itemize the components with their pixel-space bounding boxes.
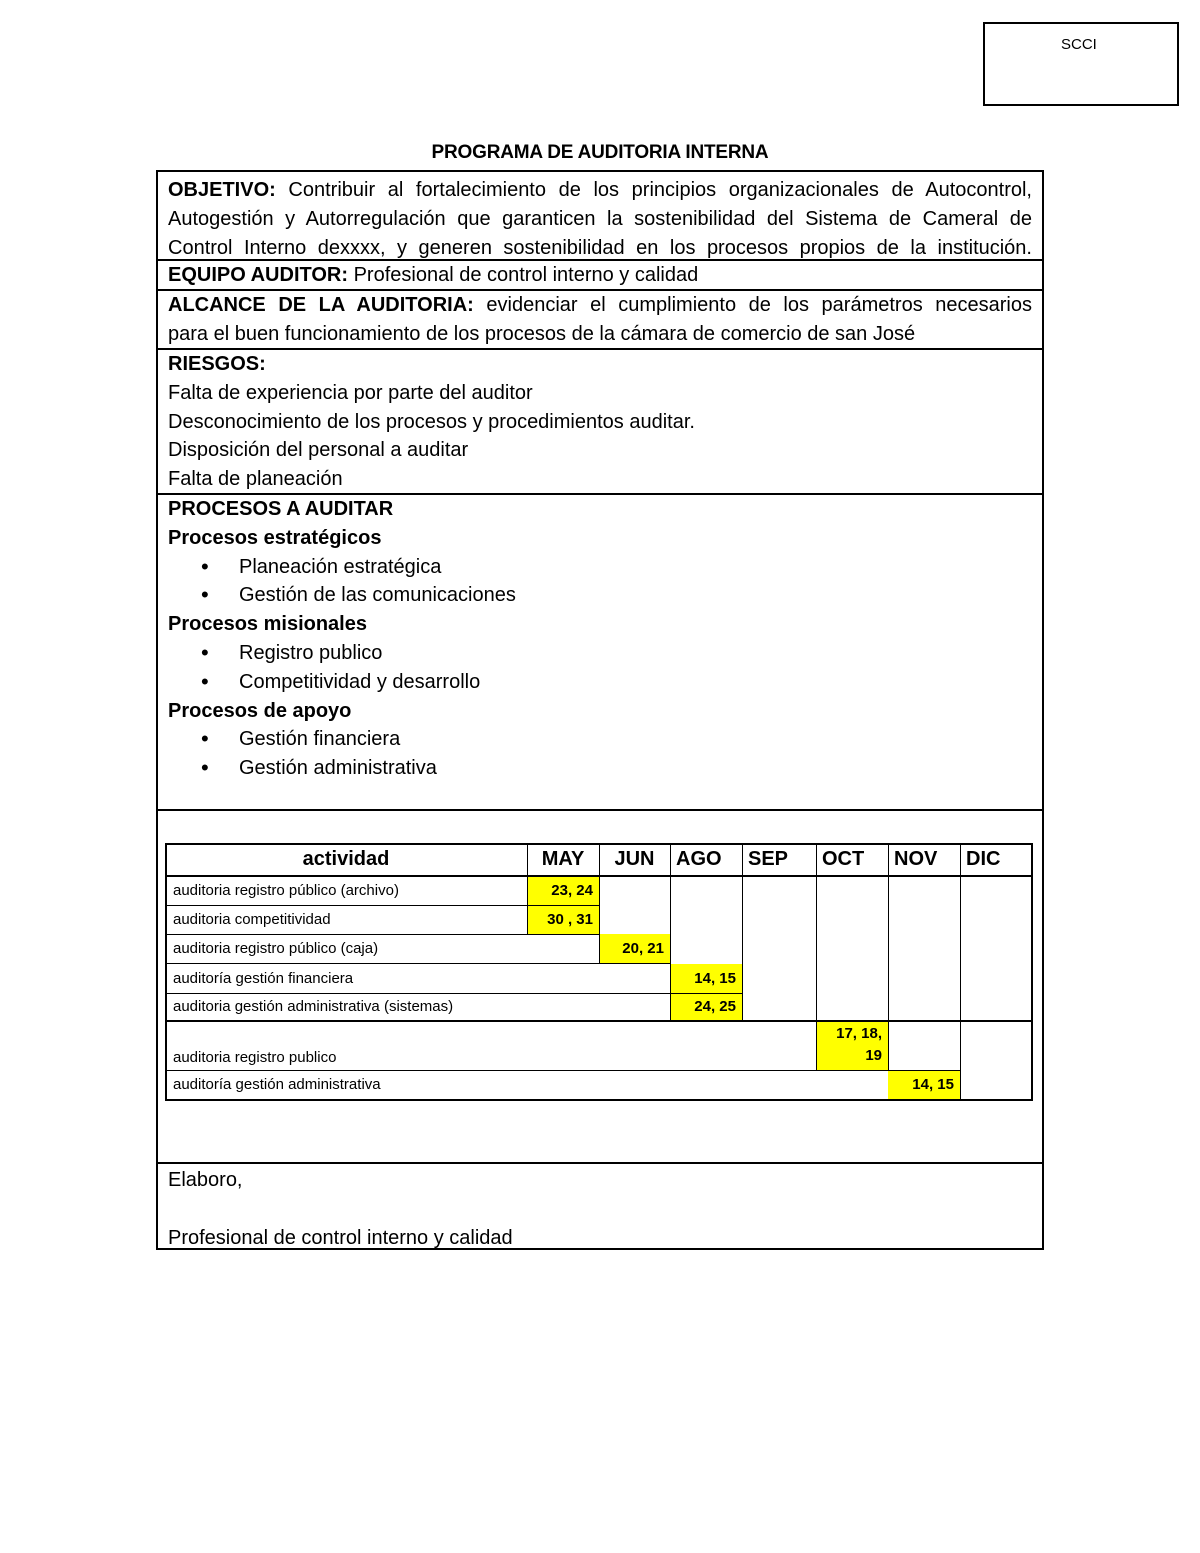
header-month: OCT [822, 848, 865, 870]
date-cell: 14, 15 [888, 1070, 960, 1099]
riesgo-item: Falta de experiencia por parte del auditor [168, 381, 533, 404]
activity-label: auditoria registro público (caja) [173, 940, 379, 957]
procesos-group-name: Procesos de apoyo [168, 699, 352, 722]
riesgos-section [158, 350, 1042, 495]
equipo-label: EQUIPO AUDITOR: [168, 264, 349, 286]
riesgo-item: Desconocimiento de los procesos y procedimientos auditar. [168, 410, 695, 433]
procesos-list [168, 553, 1032, 611]
activity-label: auditoria gestión administrativa (sistemas) [173, 998, 454, 1015]
alcance-line-1: ALCANCE DE LA AUDITORIA: evidenciar el cumplimiento de los parámetros necesarios [168, 294, 1032, 316]
footer-section [158, 1164, 1042, 1250]
procesos-label: PROCESOS A AUDITAR [168, 498, 394, 520]
elaboro-label: Elaboro, [168, 1169, 243, 1191]
header-month: AGO [676, 848, 722, 870]
riesgo-item: Falta de planeación [168, 468, 343, 491]
list-item: • Registro publico [168, 639, 1032, 668]
activity-label: auditoria registro publico [173, 1049, 337, 1066]
alcance-line-2: para el buen funcionamiento de los procesos de la cámara de comercio de san José [168, 322, 916, 345]
objetivo-line-1: OBJETIVO: Contribuir al fortalecimiento de los principios organizacionales de Autocontrol, [168, 179, 1032, 201]
procesos-group-name: Procesos misionales [168, 613, 367, 636]
header-month: MAY [541, 848, 585, 870]
signer-label: Profesional de control interno y calidad [168, 1226, 513, 1249]
date-cell: 24, 25 [670, 993, 742, 1021]
procesos-group-name: Procesos estratégicos [168, 526, 382, 549]
objetivo-section [158, 172, 1042, 261]
date-cell: 17, 18, 19 [816, 1021, 888, 1070]
list-item: • Planeación estratégica [168, 553, 1032, 582]
procesos-section [158, 495, 1042, 811]
activity-label: auditoria competitividad [173, 911, 331, 928]
alcance-section [158, 291, 1042, 350]
list-item: • Gestión administrativa [168, 754, 1032, 783]
header-month: NOV [894, 848, 938, 870]
header-month: SEP [748, 848, 789, 870]
scci-label: SCCI [1061, 36, 1097, 53]
date-cell: 30 , 31 [527, 905, 599, 934]
header-month: JUN [614, 848, 655, 870]
activity-label: auditoría gestión financiera [173, 970, 354, 987]
date-cell: 23, 24 [527, 876, 599, 905]
procesos-list [168, 639, 1032, 697]
header-actividad: actividad [302, 848, 390, 870]
activity-label: auditoría gestión administrativa [173, 1076, 381, 1093]
activity-label: auditoria registro público (archivo) [173, 882, 399, 899]
page-title: PROGRAMA DE AUDITORIA INTERNA [431, 142, 769, 163]
equipo-text: Profesional de control interno y calidad [353, 264, 699, 286]
objetivo-line-3: Control Interno dexxxx, y generen sostenibilidad en los procesos propios de la institución. [168, 236, 1032, 259]
objetivo-line-2: Autogestión y Autorregulación que garanticen la sostenibilidad del Sistema de Cameral de [168, 207, 1032, 230]
list-item: • Gestión de las comunicaciones [168, 581, 1032, 610]
schedule-table [165, 843, 1033, 1101]
list-item: • Competitividad y desarrollo [168, 668, 1032, 697]
riesgos-label: RIESGOS: [168, 353, 266, 375]
header-month: DIC [966, 848, 1001, 870]
procesos-list [168, 725, 1032, 783]
equipo-section [158, 261, 1042, 291]
date-cell: 20, 21 [599, 934, 670, 963]
list-item: • Gestión financiera [168, 725, 1032, 754]
scci-box [983, 22, 1179, 106]
objetivo-label: OBJETIVO: [168, 179, 276, 201]
riesgo-item: Disposición del personal a auditar [168, 439, 469, 462]
date-cell: 14, 15 [670, 964, 742, 993]
alcance-label: ALCANCE DE LA AUDITORIA: [168, 294, 474, 316]
